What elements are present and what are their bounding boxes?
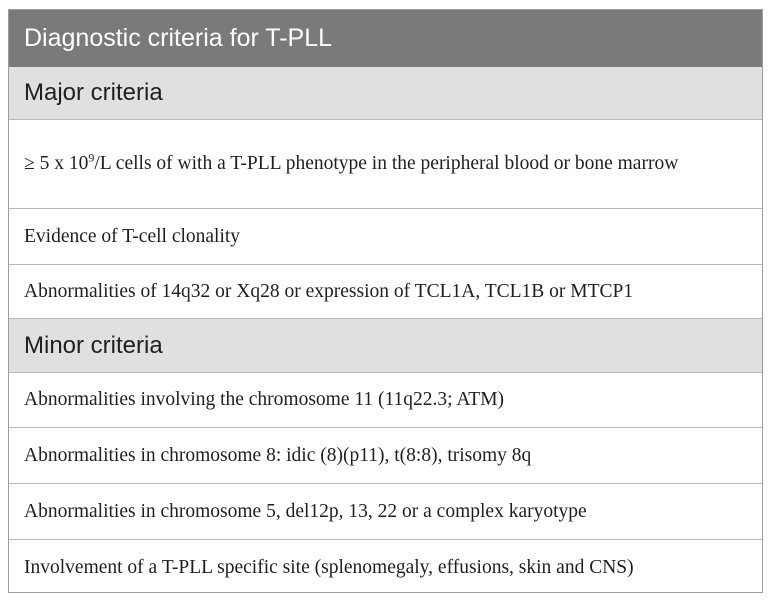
table-row — [9, 483, 762, 539]
criteria-table — [8, 9, 763, 593]
table-row — [9, 264, 762, 318]
table-row — [9, 208, 762, 264]
row-text: Abnormalities of 14q32 or Xq28 or expression of TCL1A, TCL1B or MTCP1 — [24, 280, 634, 302]
row-text-prefix: ≥ 5 x 10 — [24, 153, 89, 174]
table-row — [9, 539, 762, 593]
row-text — [24, 149, 678, 179]
row-text: Abnormalities involving the chromosome 11 (11q22.3; ATM) — [24, 389, 505, 410]
row-text: Abnormalities in chromosome 5, del12p, 13, 22 or a complex karyotype — [24, 500, 587, 522]
table-row — [9, 119, 762, 208]
exponent: 9 — [88, 150, 95, 165]
table-row — [9, 372, 762, 427]
table-row — [9, 427, 762, 483]
table-title: Diagnostic criteria for T-PLL — [9, 10, 762, 67]
row-text: Abnormalities in chromosome 8: idic (8)(p11), t(8:8), trisomy 8q — [24, 444, 532, 466]
row-text: Involvement of a T-PLL specific site (splenomegaly, effusions, skin and CNS) — [24, 557, 634, 578]
minor-criteria-header: Minor criteria — [9, 318, 762, 372]
row-text-suffix: /L cells of with a T-PLL phenotype in the peripheral blood or bone marrow — [94, 153, 679, 174]
major-criteria-header: Major criteria — [9, 67, 762, 119]
row-text: Evidence of T-cell clonality — [24, 225, 241, 247]
